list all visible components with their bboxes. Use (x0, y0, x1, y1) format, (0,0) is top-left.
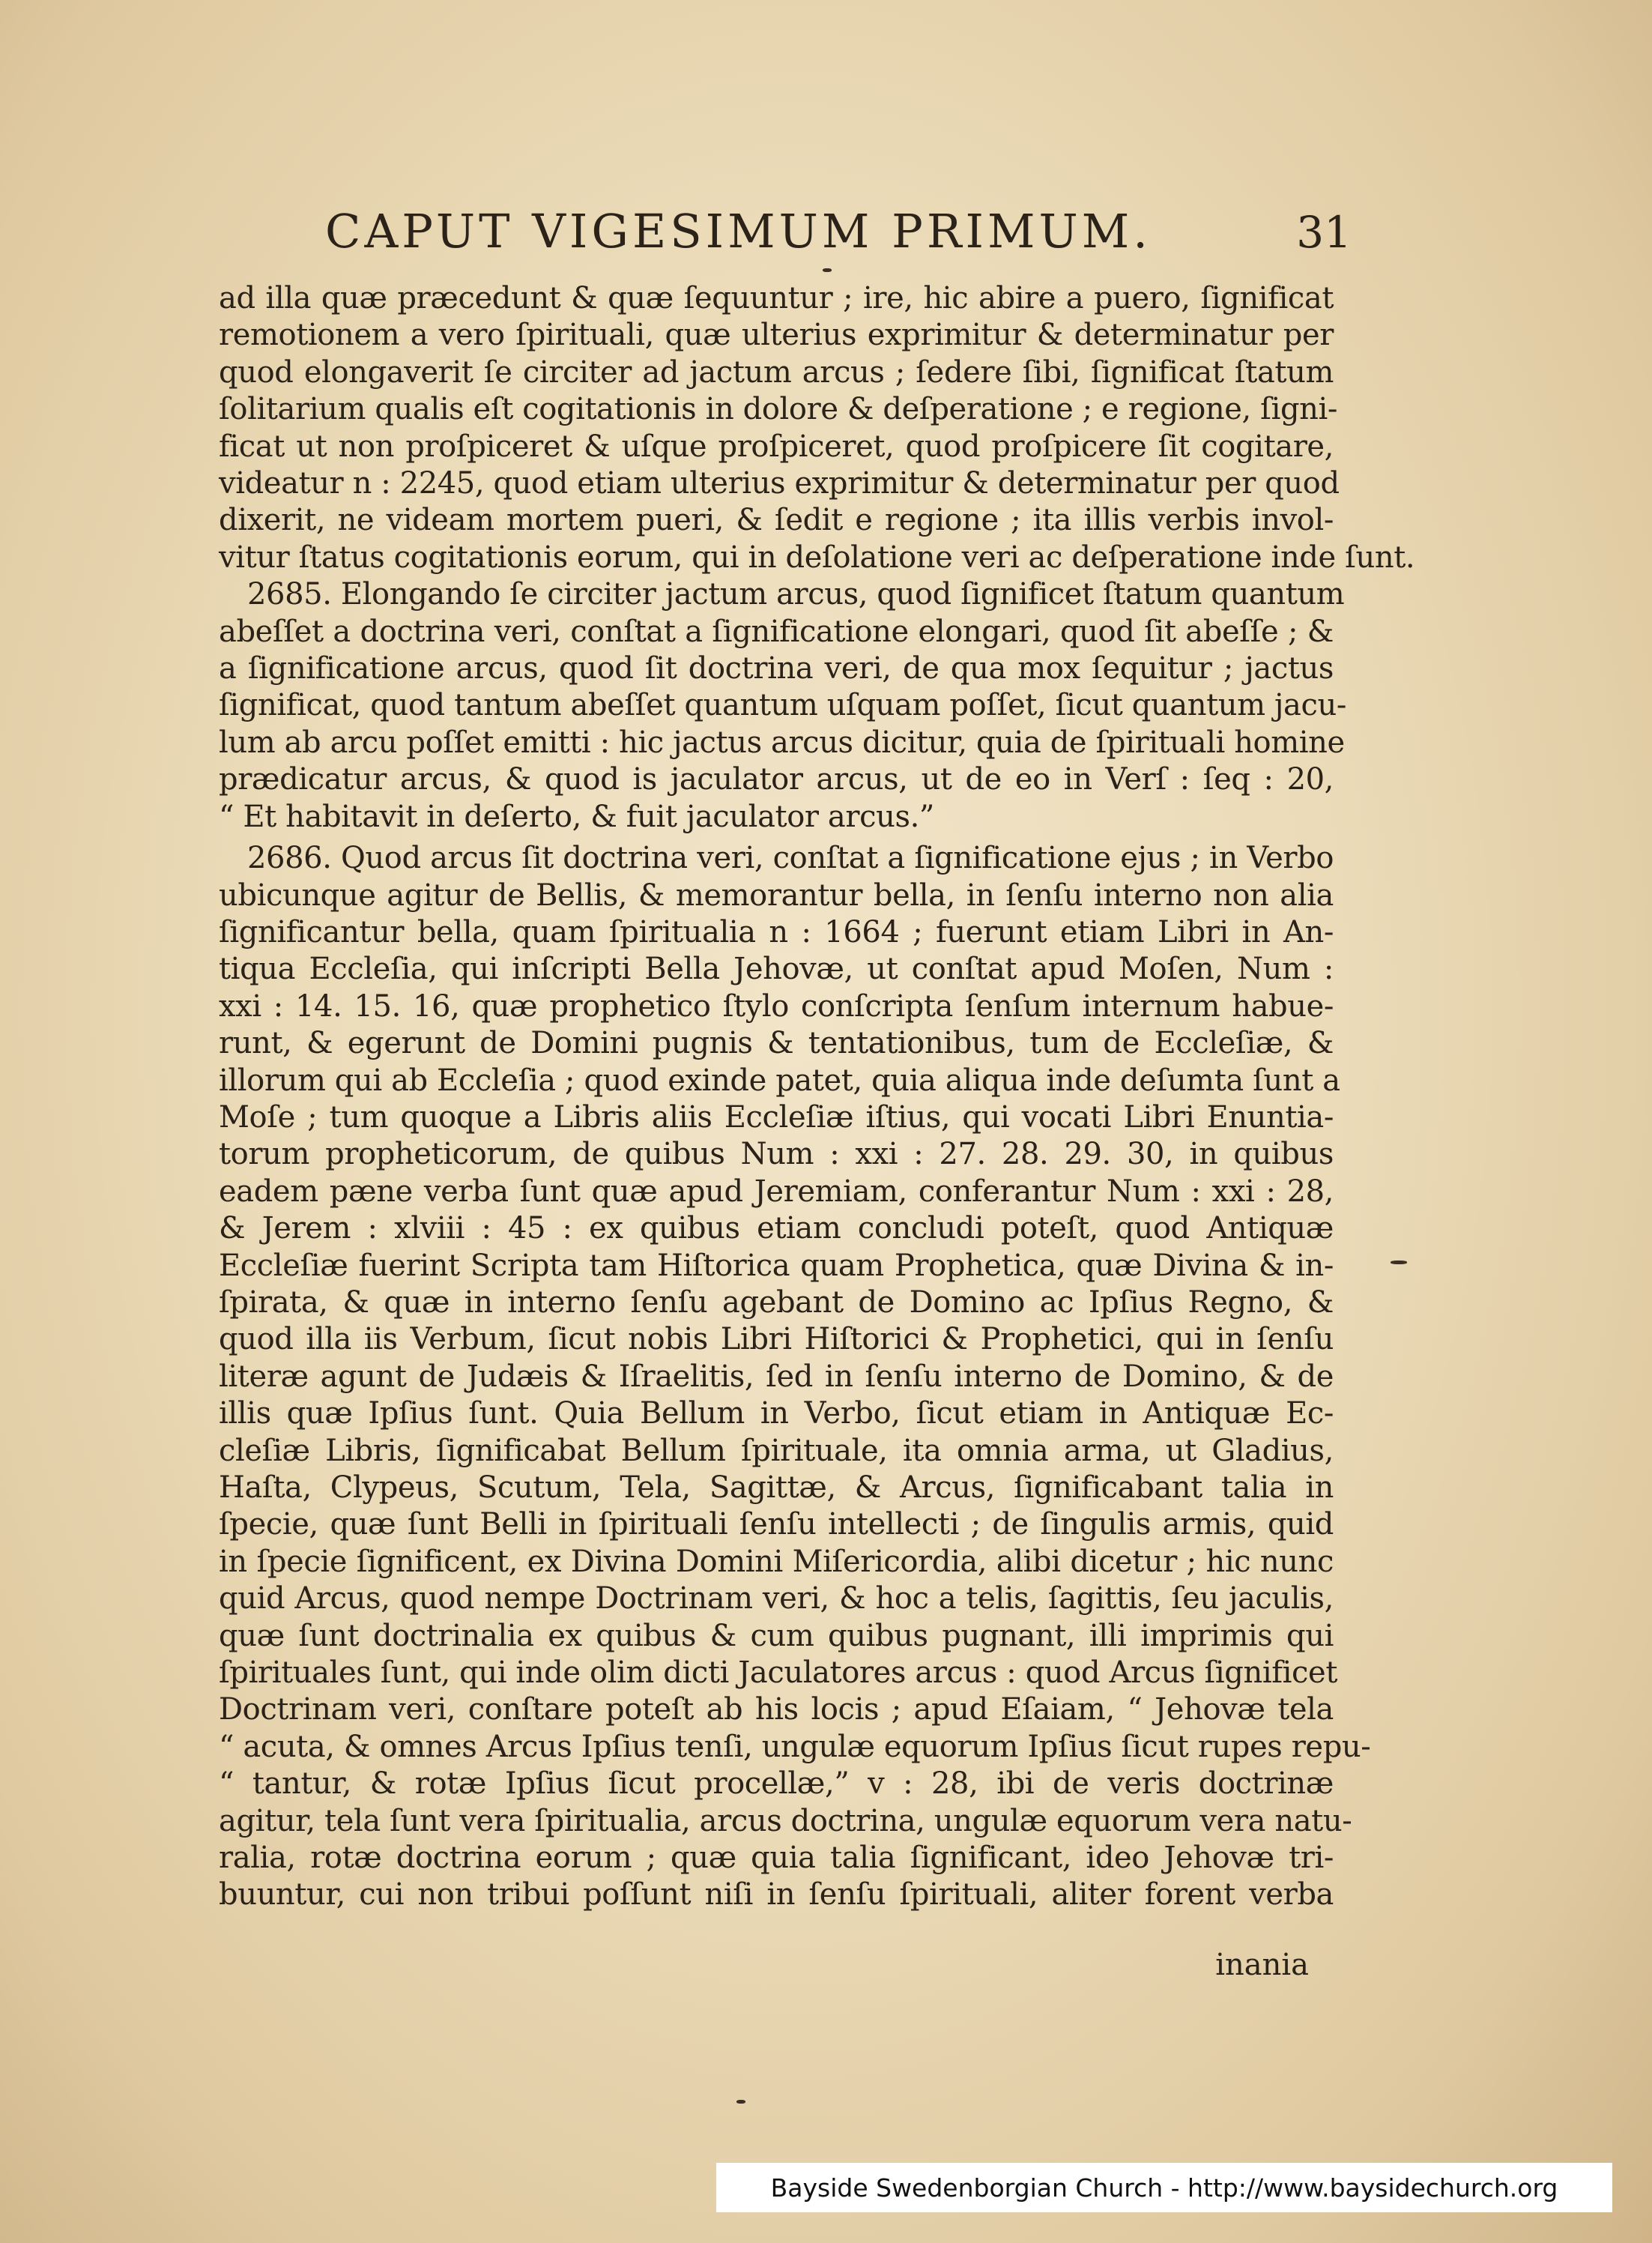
running-head (325, 204, 1352, 259)
text-line: remotionem a vero ſpirituali, quæ ulterius exprimitur & determinatur per (219, 318, 1334, 353)
text-line: “ tantur, & rotæ Ipſius ſicut procellæ,” v : 28, ibi de veris doctrinæ (219, 1766, 1334, 1802)
text-line: torum propheticorum, de quibus Num : xxi : 27. 28. 29. 30, in quibus (219, 1137, 1334, 1172)
text-line: “ acuta, & omnes Arcus Ipſius tenſi, ungulæ equorum Ipſius ſicut rupes repu- (219, 1729, 1371, 1764)
page-number: 31 (1296, 207, 1352, 258)
text-line: quod elongaverit ſe circiter ad jactum arcus ; ſedere ſibi, ſignificat ſtatum (219, 354, 1334, 390)
text-line: ralia, rotæ doctrina eorum ; quæ quia talia ſignificant, ideo Jehovæ tri- (219, 1841, 1334, 1876)
text-line: “ Et habitavit in deſerto, & fuit jaculator arcus.” (219, 799, 934, 834)
text-line: Haſta, Clypeus, Scutum, Tela, Sagittæ, & Arcus, ſignificabant talia in (219, 1470, 1334, 1505)
text-line: a ſignificatione arcus, quod ſit doctrina veri, de qua mox ſequitur ; jactus (219, 651, 1334, 686)
text-line: ſignificat, quod tantum abeſſet quantum uſquam poſſet, ſicut quantum jacu- (219, 688, 1346, 723)
chapter-title: CAPUT VIGESIMUM PRIMUM. (325, 204, 1152, 259)
body-text (219, 280, 1415, 1914)
text-line: cleſiæ Libris, ſignificabat Bellum ſpirituale, ita omnia arma, ut Gladius, (219, 1433, 1334, 1468)
text-line: ficat ut non proſpiceret & uſque proſpiceret, quod proſpicere ſit cogitare, (219, 429, 1334, 464)
text-line: dixerit, ne videam mortem pueri, & ſedit e regione ; ita illis verbis invol- (219, 503, 1334, 538)
text-line: agitur, tela ſunt vera ſpiritualia, arcus doctrina, ungulæ equorum vera natu- (219, 1803, 1352, 1838)
ink-speck (823, 268, 832, 272)
text-line: quæ ſunt doctrinalia ex quibus & cum quibus pugnant, illi imprimis qui (219, 1618, 1334, 1653)
text-line: ſpirituales ſunt, qui inde olim dicti Jaculatores arcus : quod Arcus ſignificet (219, 1655, 1337, 1691)
text-line: quid Arcus, quod nempe Doctrinam veri, & hoc a telis, ſagittis, ſeu jaculis, (219, 1581, 1334, 1616)
text-line: & Jerem : xlviii : 45 : ex quibus etiam concludi poteſt, quod Antiquæ (219, 1211, 1334, 1246)
watermark-caption: Bayside Swedenborgian Church - http://www.baysidechurch.org (716, 2163, 1612, 2212)
text-line: runt, & egerunt de Domini pugnis & tentationibus, tum de Eccleſiæ, & (219, 1026, 1334, 1061)
text-line: ſignificantur bella, quam ſpiritualia n : 1664 ; fuerunt etiam Libri in An- (219, 914, 1334, 950)
text-line: Eccleſiæ fuerint Scripta tam Hiſtorica quam Prophetica, quæ Divina & in- (219, 1248, 1334, 1283)
ink-speck (1391, 1261, 1407, 1264)
catchword: inania (1215, 1948, 1309, 1982)
text-line: ubicunque agitur de Bellis, & memorantur bella, in ſenſu interno non alia (219, 878, 1334, 913)
text-line: lum ab arcu poſſet emitti : hic jactus arcus dicitur, quia de ſpirituali homine (219, 725, 1345, 760)
text-line: Moſe ; tum quoque a Libris aliis Eccleſiæ iſtius, qui vocati Libri Enuntia- (219, 1099, 1334, 1135)
text-line: abeſſet a doctrina veri, conſtat a ſignificatione elongari, quod ſit abeſſe ; & (219, 614, 1334, 649)
paragraph-2685-first-line: 2685. Elongando ſe circiter jactum arcus, quod ſignificet ſtatum quantum (247, 577, 1345, 612)
text-line: illorum qui ab Eccleſia ; quod exinde patet, quia aliqua inde deſumta ſunt a (219, 1063, 1340, 1098)
text-line: illis quæ Ipſius ſunt. Quia Bellum in Verbo, ſicut etiam in Antiquæ Ec- (219, 1396, 1334, 1431)
text-line: quod illa iis Verbum, ſicut nobis Libri Hiſtorici & Prophetici, qui in ſenſu (219, 1322, 1334, 1357)
text-line: videatur n : 2245, quod etiam ulterius exprimitur & determinatur per quod (219, 466, 1340, 501)
text-line: ſpirata, & quæ in interno ſenſu agebant de Domino ac Ipſius Regno, & (219, 1284, 1334, 1320)
text-line: ad illa quæ præcedunt & quæ ſequuntur ; ire, hic abire a puero, ſignificat (219, 281, 1334, 316)
ink-speck (736, 2100, 745, 2104)
text-line: literæ agunt de Judæis & Iſraelitis, ſed in ſenſu interno de Domino, & de (219, 1359, 1334, 1394)
text-line: ſpecie, quæ ſunt Belli in ſpirituali ſenſu intellecti ; de ſingulis armis, quid (219, 1507, 1334, 1542)
text-line: Doctrinam veri, conſtare poteſt ab his locis ; apud Eſaiam, “ Jehovæ tela (219, 1692, 1334, 1727)
text-line: prædicatur arcus, & quod is jaculator arcus, ut de eo in Verſ : ſeq : 20, (219, 762, 1334, 797)
text-line: in ſpecie ſignificent, ex Divina Domini Miſericordia, alibi dicetur ; hic nunc (219, 1544, 1334, 1579)
text-line: buuntur, cui non tribui poſſunt niſi in ſenſu ſpirituali, aliter forent verba (219, 1877, 1334, 1913)
text-line: xxi : 14. 15. 16, quæ prophetico ſtylo conſcripta ſenſum internum habue- (219, 988, 1334, 1024)
text-line: tiqua Eccleſia, qui inſcripti Bella Jehovæ, ut conſtat apud Moſen, Num : (219, 952, 1334, 987)
text-line: eadem pæne verba ſunt quæ apud Jeremiam, conferantur Num : xxi : 28, (219, 1174, 1334, 1209)
text-line: vitur ſtatus cogitationis eorum, qui in deſolatione veri ac deſperatione inde ſunt. (219, 540, 1415, 575)
text-line: ſolitarium qualis eſt cogitationis in dolore & deſperatione ; e regione, ſigni- (219, 392, 1338, 427)
paragraph-2686-first-line: 2686. Quod arcus ſit doctrina veri, conſtat a ſignificatione ejus ; in Verbo (247, 841, 1334, 876)
